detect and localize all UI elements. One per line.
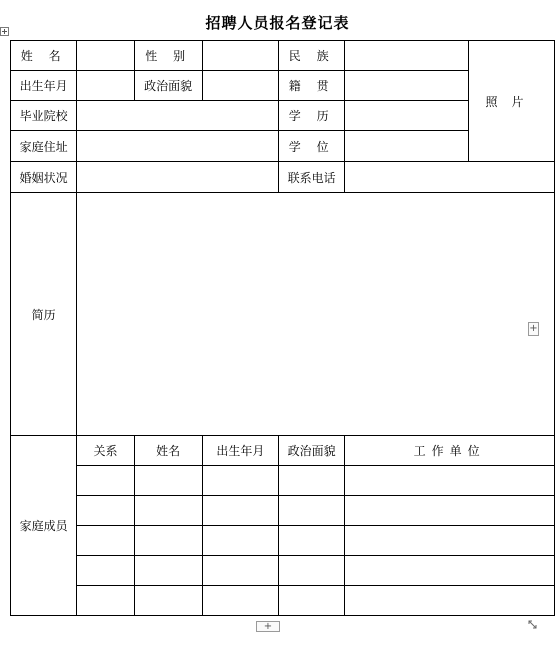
family-cell[interactable]	[134, 526, 202, 556]
family-cell[interactable]	[278, 526, 344, 556]
field-degree[interactable]	[345, 131, 469, 162]
add-column-button[interactable]: +	[529, 323, 538, 334]
family-cell[interactable]	[345, 556, 555, 586]
label-address: 家庭住址	[11, 131, 77, 162]
family-cell[interactable]	[202, 496, 278, 526]
table-row	[11, 556, 555, 586]
registration-form-table	[10, 40, 555, 616]
label-ethnicity: 民 族	[278, 41, 344, 71]
family-header-political: 政治面貌	[278, 436, 344, 466]
family-cell[interactable]	[278, 556, 344, 586]
label-native-place: 籍 贯	[278, 71, 344, 101]
field-resume[interactable]	[77, 193, 555, 436]
label-education: 学 历	[278, 101, 344, 131]
field-name[interactable]	[77, 41, 134, 71]
family-cell[interactable]	[202, 466, 278, 496]
field-school[interactable]	[77, 101, 279, 131]
field-ethnicity[interactable]	[345, 41, 469, 71]
label-phone: 联系电话	[278, 162, 344, 193]
family-cell[interactable]	[77, 496, 134, 526]
family-cell[interactable]	[345, 496, 555, 526]
family-cell[interactable]	[77, 556, 134, 586]
family-cell[interactable]	[278, 586, 344, 616]
family-cell[interactable]	[77, 526, 134, 556]
label-gender: 性 别	[134, 41, 202, 71]
family-cell[interactable]	[345, 526, 555, 556]
family-cell[interactable]	[202, 556, 278, 586]
label-family: 家庭成员	[11, 436, 77, 616]
field-birth[interactable]	[77, 71, 134, 101]
label-degree: 学 位	[278, 131, 344, 162]
family-cell[interactable]	[134, 586, 202, 616]
field-political[interactable]	[202, 71, 278, 101]
field-phone[interactable]	[345, 162, 555, 193]
family-cell[interactable]	[77, 586, 134, 616]
table-row	[11, 526, 555, 556]
label-birth: 出生年月	[11, 71, 77, 101]
field-education[interactable]	[345, 101, 469, 131]
family-cell[interactable]	[77, 466, 134, 496]
family-header-birth: 出生年月	[202, 436, 278, 466]
family-cell[interactable]	[202, 526, 278, 556]
table-row	[11, 586, 555, 616]
family-header-name: 姓名	[134, 436, 202, 466]
label-marital: 婚姻状况	[11, 162, 77, 193]
photo-cell[interactable]: 照片	[468, 41, 554, 162]
field-native-place[interactable]	[345, 71, 469, 101]
field-marital[interactable]	[77, 162, 279, 193]
family-cell[interactable]	[278, 466, 344, 496]
label-school: 毕业院校	[11, 101, 77, 131]
family-cell[interactable]	[134, 496, 202, 526]
label-name: 姓 名	[11, 41, 77, 71]
label-political: 政治面貌	[134, 71, 202, 101]
family-cell[interactable]	[134, 466, 202, 496]
table-row	[11, 496, 555, 526]
field-address[interactable]	[77, 131, 279, 162]
family-cell[interactable]	[345, 586, 555, 616]
family-cell[interactable]	[202, 586, 278, 616]
family-cell[interactable]	[278, 496, 344, 526]
label-resume: 简历	[11, 193, 77, 436]
family-cell[interactable]	[134, 556, 202, 586]
page-title: 招聘人员报名登记表	[205, 14, 350, 32]
family-header-relation: 关系	[77, 436, 134, 466]
family-header-workplace: 工作单位	[345, 436, 555, 466]
table-resize-icon[interactable]	[528, 620, 538, 630]
family-cell[interactable]	[345, 466, 555, 496]
table-row	[11, 466, 555, 496]
add-row-button[interactable]: +	[256, 621, 280, 632]
table-move-handle[interactable]	[0, 27, 9, 36]
field-gender[interactable]	[202, 41, 278, 71]
